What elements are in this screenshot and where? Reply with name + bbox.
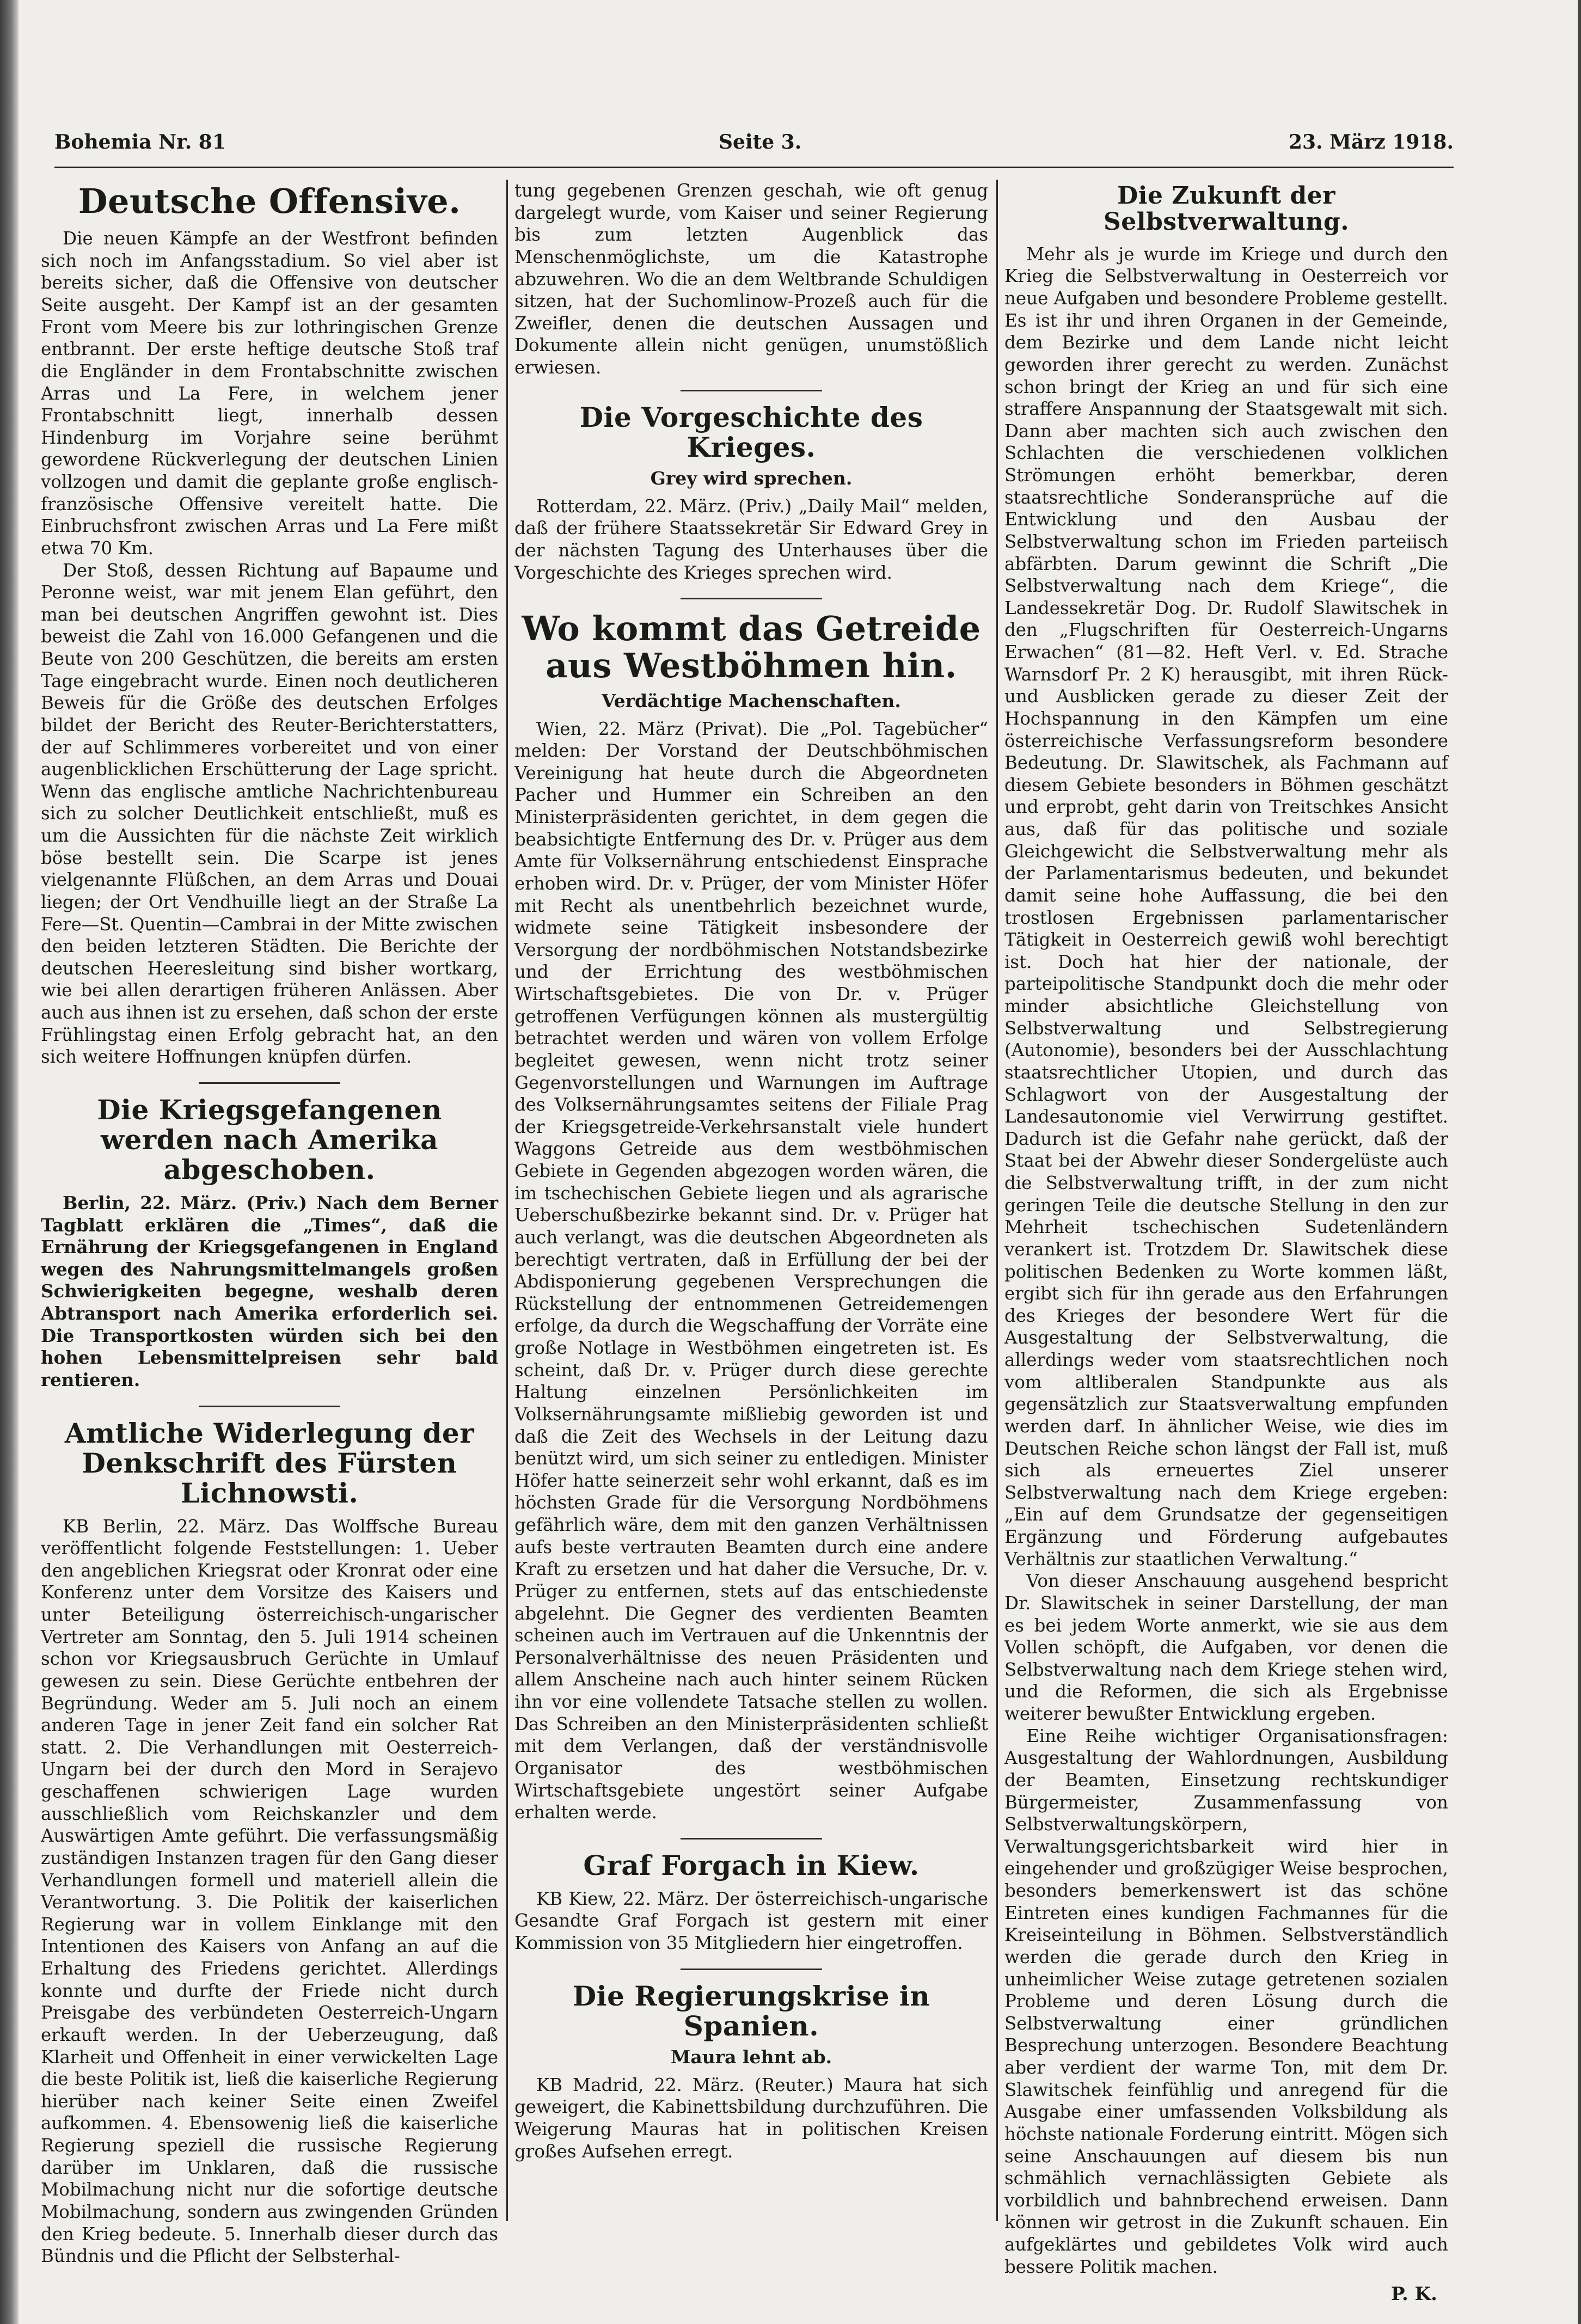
separator xyxy=(681,1969,822,1970)
article-body: Mehr als je wurde im Kriege und durch den Krieg die Selbstverwaltung in Oesterreich vor neue Aufgaben und besondere Probleme gestellt. Es ist ihr und ihren Organen in der Gemeinde, dem Bezirke und dem Lande nicht leicht geworden ihrer gerecht zu werden. Zunächst schon bringt der Krieg an und für sich eine straffere Anspannung der Staatsgewalt mit sich. Dann aber machten sich auch zwischen den Schlachten die verschiedenen volklichen Strömungen erhöht bemerkbar, deren staatsrechtliche Sonderansprüche auf die Entwicklung und den Ausbau der Selbstverwaltung schon im Frieden parteiisch abfärbten. Darum gewinnt die Schrift „Die Selbstverwaltung nach dem Kriege“, die Landessekretär Dog. Dr. Rudolf Slawitschek in den „Flugschriften für Oesterreich-Ungarns Erwachen“ (81—82. Heft Verl. v. Ed. Strache Warnsdorf Pr. 2 K) herausgibt, mit ihren Rück- und Ausblicken gerade zu dieser Zeit der Hochspannung in den Kämpfen um eine österreichische Verfassungsreform besondere Bedeutung. Dr. Slawitschek, als Fachmann auf diesem Gebiete besonders in Böhmen geschätzt und erprobt, geht darin von Treitschkes Ansicht aus, daß für das politische und soziale Gleichgewicht die Selbstverwaltung mehr als der Parlamentarismus bedeuten, und bekundet damit seine hohe Auffassung, die bei den trostlosen Ergebnissen parlamentarischer Tätigkeit in Oesterreich gewiß wohl berechtigt ist. Doch hat hier der nationale, der parteipolitische Standpunkt doch die mehr oder minder absichtliche Gleichstellung von Selbstverwaltung und Selbstregierung (Autonomie), besonders bei der Ausschlachtung staatsrechtlicher Utopien, und durch das Schlagwort von der Ausgestaltung der Landesautonomie viel Verwirrung gestiftet. Dadurch ist die Gefahr nahe gerückt, daß der Staat bei der Abwehr dieser Sondergelüste auch die Selbstverwaltung trifft, in der zum nicht geringen Teile die deutsche Stellung in den zur Mehrheit tschechischen Sudetenländern verankert ist. Trotzdem Dr. Slawitschek diese politischen Bedenken zu Worte kommen läßt, ergibt sich für ihn gerade aus den Erfahrungen des Krieges der besondere Wert für die Ausgestaltung der Selbstverwaltung, die allerdings weder vom staatsrechtlichen noch vom altliberalen Standpunkte aus als gegensätzlich zur Staatsverwaltung empfunden werden darf. In ähnlicher Weise, wie dies im Deutschen Reiche schon längst der Fall ist, muß sich als erneuertes Ziel unserer Selbstverwaltung nach dem Kriege ergeben: „Ein auf dem Grundsatze der gegenseitigen Ergänzung und Förderung aufgebautes Verhältnis zur staatlichen Verwaltung.“ xyxy=(1004,243,1448,1569)
article-title: Die Kriegsgefangenen werden nach Amerika abgeschoben. xyxy=(97,1093,442,1186)
scan-edge-right xyxy=(1578,0,1581,2324)
header-masthead: Bohemia Nr. 81 xyxy=(54,131,226,154)
article-kriegsgefangene xyxy=(41,1095,498,1391)
separator xyxy=(681,598,822,599)
column-rule-1 xyxy=(506,180,508,2221)
column-2 xyxy=(514,180,988,2188)
article-title: Graf Forgach in Kiew. xyxy=(583,1849,920,1881)
article-body: KB Madrid, 22. März. (Reuter.) Maura hat sich geweigert, die Kabinettsbildung durchzuführen. Die Weigerung Mauras hat in politischen Kreisen großes Aufsehen erregt. xyxy=(514,2074,988,2162)
separator xyxy=(199,1082,340,1084)
article-body: KB Kiew, 22. März. Der österreichisch-ungarische Gesandte Graf Forgach ist gestern mit einer Kommission von 35 Mitgliedern hier eingetroffen. xyxy=(514,1888,988,1953)
article-title: Die Zukunft der Selbstverwaltung. xyxy=(1103,182,1350,236)
article-deutsche-offensive xyxy=(41,183,498,1068)
article-body: Der Stoß, dessen Richtung auf Bapaume und Peronne weist, war mit jenem Elan geführt, den man bei deutschen Angriffen gewohnt ist. Dies beweist die Zahl von 16.000 Gefangenen und die Beute von 200 Geschützen, die bereits am ersten Tage eingebracht wurde. Einen noch deutlicheren Beweis für die Größe des deutschen Erfolges bildet der Bericht des Reuter-Berichterstatters, der auf Schlimmeres vorbereitet und von einer augenblicklichen Erschütterung der Lage spricht. Wenn das englische amtliche Nachrichtenbureau sich zu solcher Deutlichkeit entschließt, muß es um die Aussichten für die nächste Zeit wirklich böse bestellt sein. Die Scarpe ist jenes vielgenannte Flüßchen, an dem Arras und Douai liegen; der Ort Vendhuille liegt an der Straße La Fere—St. Quentin—Cambrai in der Mitte zwischen den beiden letzteren Städten. Die Berichte der deutschen Heeresleitung sind bisher wortkarg, wie bei allen derartigen früheren Anlässen. Aber auch aus ihnen ist zu ersehen, daß schon der erste Frühlingstag einen Erfolg gebracht hat, an den sich weitere Hoffnungen knüpfen dürfen. xyxy=(41,560,498,1068)
article-body: Die neuen Kämpfe an der Westfront befinden sich noch im Anfangsstadium. So viel aber ist bereits sicher, daß die Offensive von deutscher Seite ausgeht. Der Kampf ist an der gesamten Front vom Meere bis zur lothringischen Grenze entbrannt. Der erste heftige deutsche Stoß traf die Engländer in dem Frontabschnitte zwischen Arras und La Fere, in welchem jener Frontabschnitt liegt, innerhalb dessen Hindenburg im Vorjahre seine berühmt gewordene Rückverlegung der deutschen Linien vollzogen und damit die geplante große englisch-französische Offensive vereitelt hatte. Die Einbruchsfront zwischen Arras und La Fere mißt etwa 70 Km. xyxy=(41,228,498,559)
header-page-number: Seite 3. xyxy=(719,131,802,154)
article-getreide xyxy=(514,610,988,1824)
article-vorgeschichte xyxy=(514,402,988,584)
header-date: 23. März 1918. xyxy=(1288,131,1454,154)
author-signature: P. K. xyxy=(1391,2283,1437,2305)
header-rule xyxy=(54,167,1454,168)
article-title: Die Regierungskrise in Spanien. xyxy=(572,1979,930,2042)
article-body: Wien, 22. März (Privat). Die „Pol. Tagebücher“ melden: Der Vorstand der Deutschböhmischen Vereinigung hat heute durch die Abgeordneten Pacher und Hummer ein Schreiben an den Ministerpräsidenten gerichtet, in dem gegen die beabsichtigte Entfernung des Dr. v. Prüger aus dem Amte für Volksernährung entschiedenst Einsprache erhoben wird. Dr. v. Prüger, der vom Minister Höfer mit Recht als unentbehrlich bezeichnet wurde, widmete seine Tätigkeit insbesondere der Versorgung der nordböhmischen Notstandsbezirke und der Errichtung des westböhmischen Wirtschaftsgebietes. Die von Dr. v. Prüger getroffenen Verfügungen können als mustergültig betrachtet werden und wären von vollem Erfolge begleitet gewesen, wenn nicht trotz seiner Gegenvorstellungen und Warnungen im Auftrage des Volksernährungsamtes seitens der Filiale Prag der Kriegsgetreide-Verkehrsanstalt viele hundert Waggons Getreide aus dem westböhmischen Gebiete in Gegenden abgezogen worden wären, die im tschechischen Gebiete liegen und als agrarische Ueberschußbezirke bekannt sind. Dr. v. Prüger hat auch verlangt, was die deutschen Abgeordneten als berechtigt vertraten, daß in Erfüllung der bei der Abdisponierung gegebenen Versprechungen die Rückstellung der entnommenen Getreidemengen erfolge, da durch die Wegschaffung der Vorräte eine große Notlage in Westböhmen eingetreten ist. Es scheint, daß Dr. v. Prüger durch diese gerechte Haltung einzelnen Persönlichkeiten im Volksernährungsamte mißliebig geworden ist und daß die Zeit des Wechsels in der Leitung dazu benützt wird, um sich seiner zu entledigen. Minister Höfer hatte seinerzeit sehr wohl erkannt, daß es im höchsten Grade für die Versorgung Nordböhmens gefährlich wäre, dem mit den ganzen Verhältnissen aufs beste vertrauten Beamten durch eine andere Kraft zu ersetzen und hat daher die Versuche, Dr. v. Prüger zu entfernen, stets auf das entschiedenste abgelehnt. Die Gegner des verdienten Beamten scheinen auch im Vertrauen auf die Unkenntnis der Personalverhältnisse des neuen Präsidenten und allem Anscheine nach auch hinter seinem Rücken ihn vor eine vollendete Tatsache stellen zu wollen. Das Schreiben an den Ministerpräsidenten schließt mit dem Verlangen, daß der verständnisvolle Organisator des westböhmischen Wirtschaftsgebiete ungestört seiner Aufgabe erhalten werde. xyxy=(514,718,988,1823)
article-subtitle: Grey wird sprechen. xyxy=(650,467,853,489)
separator xyxy=(681,1838,822,1839)
page-header xyxy=(54,131,1454,163)
article-body: Rotterdam, 22. März. (Priv.) „Daily Mail“ melden, daß der frühere Staatssekretär Sir Edward Grey in der nächsten Tagung des Unterhauses über die Vorgeschichte des Krieges sprechen wird. xyxy=(514,495,988,583)
scan-edge-left xyxy=(0,0,19,2324)
separator xyxy=(681,390,822,391)
article-body: Von dieser Anschauung ausgehend bespricht Dr. Slawitschek in seiner Darstellung, der man es bei jedem Worte anmerkt, wie sie aus dem Vollen schöpft, die Aufgaben, vor denen die Selbstverwaltung nach dem Kriege stehen wird, und die Reformen, die sich als Ergebnisse weiterer bewußter Entwicklung ergeben. xyxy=(1004,1571,1448,1725)
article-subtitle: Verdächtige Machenschaften. xyxy=(602,690,901,712)
article-selbstverwaltung xyxy=(1004,183,1448,2305)
column-1 xyxy=(41,180,498,2267)
article-spanien xyxy=(514,1981,988,2163)
article-title: Deutsche Offensive. xyxy=(78,181,461,221)
column-rule-2 xyxy=(996,180,998,2221)
article-subtitle: Maura lehnt ab. xyxy=(670,2046,832,2068)
column-3 xyxy=(1004,180,1448,2305)
article-title: Amtliche Widerlegung der Denkschrift des Fürsten Lichnowsti. xyxy=(64,1417,475,1509)
article-body: Eine Reihe wichtiger Organisationsfragen: Ausgestaltung der Wahlordnungen, Ausbildung der Beamten, Einsetzung rechtskundiger Bürgermeister, Zusammenfassung von Selbstverwaltungskörpern, Verwaltungsgerichtsbarkeit wird hier in eingehender und großzügiger Weise besprochen, besonders bemerkenswert ist das schöne Eintreten eines kundigen Fachmannes für die Kreiseinteilung in Böhmen. Selbstverständlich werden die gerade durch den Krieg in unheimlicher Weise zutage getretenen sozialen Probleme und deren Lösung durch die Selbstverwaltung einer gründlichen Besprechung unterzogen. Besondere Beachtung aber verdient der warme Ton, mit dem Dr. Slawitschek feinfühlig und anregend für die Ausgabe einer umfassenden Volksbildung als höchste nationale Forderung eintritt. Mögen sich seine Anschauungen auf diesem bis nun schmählich vernachlässigten Gebiete als vorbildlich und bahnbrechend erweisen. Dann können wir getrost in die Zukunft schauen. Ein aufgeklärtes und gebildetes Volk wird auch bessere Politik machen. xyxy=(1004,1725,1448,2277)
article-body: Berlin, 22. März. (Priv.) Nach dem Berner Tagblatt erklären die „Times“, daß die Ernährung der Kriegsgefangenen in England wegen des Nahrungsmittelmangels großen Schwierigkeiten begegne, weshalb deren Abtransport nach Amerika erforderlich sei. Die Transportkosten würden sich bei den hohen Lebensmittelpreisen sehr bald rentieren. xyxy=(41,1192,498,1390)
article-continuation: tung gegebenen Grenzen geschah, wie oft genug dargelegt wurde, vom Kaiser und seiner Regierung bis zum letzten Augenblick das Menschenmöglichste, um die Katastrophe abzuwehren. Wo die an dem Weltbrande Schuldigen sitzen, hat der Suchomlinow-Prozeß auch für die Zweifler, denen die deutschen Aussagen und Dokumente allein nicht genügen, unumstößlich erwiesen. xyxy=(514,180,988,378)
article-title: Wo kommt das Getreide aus Westböhmen hin. xyxy=(522,609,981,686)
article-title: Die Vorgeschichte des Krieges. xyxy=(579,401,923,463)
article-lichnowsky xyxy=(41,1418,498,2267)
article-forgach xyxy=(514,1850,988,1954)
article-body: KB Berlin, 22. März. Das Wolffsche Bureau veröffentlicht folgende Feststellungen: 1. Ueber den angeblichen Kriegsrat oder Kronrat oder eine Konferenz unter dem Vorsitze des Kaisers und unter Beteiligung österreichisch-ungarischer Vertreter am Sonntag, den 5. Juli 1914 scheinen schon vor Kriegsausbruch Gerüchte in Umlauf gewesen zu sein. Diese Gerüchte entbehren der Begründung. Weder am 5. Juli noch an einem anderen Tage in jener Zeit fand ein solcher Rat statt. 2. Die Verhandlungen mit Oesterreich-Ungarn bei der durch den Mord in Serajevo geschaffenen schwierigen Lage wurden ausschließlich vom Reichskanzler und dem Auswärtigen Amte geführt. Die verfassungsmäßig zuständigen Instanzen tragen für den Gang dieser Verhandlungen formell und materiell allein die Verantwortung. 3. Die Politik der kaiserlichen Regierung war in vollem Einklange mit den Intentionen des Kaisers von Anfang an auf die Erhaltung des Friedens gerichtet. Allerdings konnte und durfte der Friede nicht durch Preisgabe des verbündeten Oesterreich-Ungarn erkauft werden. In der Ueberzeugung, daß Klarheit und Offenheit in einer verwickelten Lage die beste Politik ist, ließ die kaiserliche Regierung hierüber nach keiner Seite einen Zweifel aufkommen. 4. Ebensowenig ließ die kaiserliche Regierung speziell die russische Regierung darüber im Unklaren, daß die russische Mobilmachung nicht nur die sofortige deutsche Mobilmachung, sondern aus zwingenden Gründen den Krieg bedeute. 5. Innerhalb dieser durch das Bündnis und die Pflicht der Selbsterhal- xyxy=(41,1516,498,2267)
separator xyxy=(199,1406,340,1407)
